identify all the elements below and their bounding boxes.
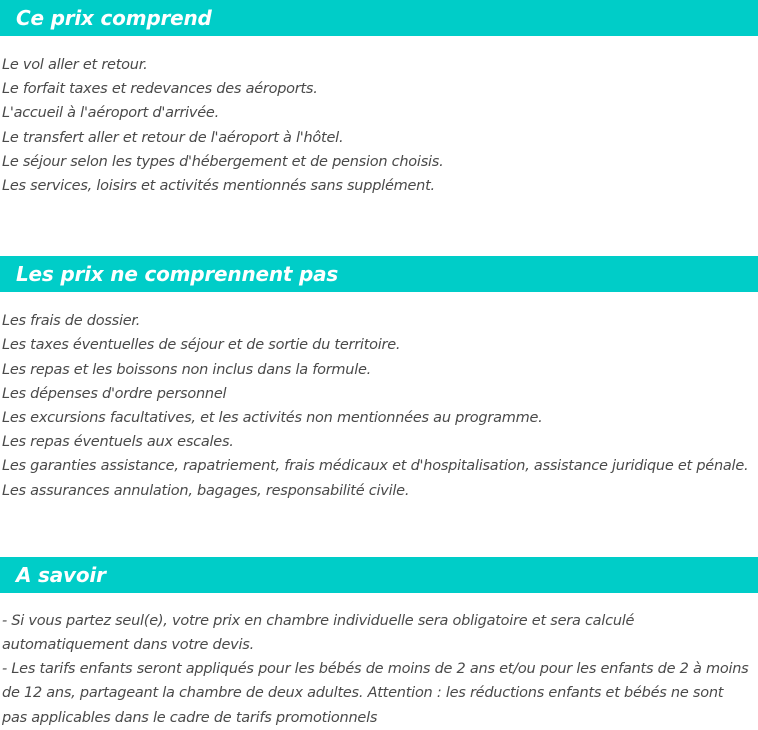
section-body-price-excludes	[0, 309, 758, 503]
list-item: Les taxes éventuelles de séjour et de sortie du territoire.	[2, 337, 401, 354]
list-item: Les assurances annulation, bagages, responsabilité civile.	[2, 482, 410, 499]
list-item: Les dépenses d'ordre personnel	[2, 385, 227, 402]
list-item: Les excursions facultatives, et les activités non mentionnées au programme.	[2, 410, 543, 427]
section-body-good-to-know	[0, 609, 758, 730]
section-heading-good-to-know: A savoir	[0, 557, 758, 593]
spacer	[0, 36, 758, 53]
section-heading-price-excludes: Les prix ne comprennent pas	[0, 256, 758, 292]
spacer	[0, 503, 758, 557]
spacer	[0, 292, 758, 309]
list-item: Les frais de dossier.	[2, 313, 141, 330]
spacer	[0, 593, 758, 609]
section-body-price-includes	[0, 53, 758, 198]
note-paragraph: - Les tarifs enfants seront appliqués pour les bébés de moins de 2 ans et/ou pour les enfants de 2 à moins de 12 ans, partageant la chambre de deux adultes. Attention : les réductions enfants et bébés ne sont pas applicables dans le cadre de tarifs promotionnels	[2, 661, 749, 726]
section-good-to-know	[0, 557, 758, 730]
list-item: L'accueil à l'aéroport d'arrivée.	[2, 105, 219, 122]
list-item: Le séjour selon les types d'hébergement et de pension choisis.	[2, 153, 444, 170]
list-item: Les services, loisirs et activités mentionnés sans supplément.	[2, 178, 435, 195]
section-heading-price-includes: Ce prix comprend	[0, 0, 758, 36]
section-price-excludes	[0, 256, 758, 503]
list-item: Le transfert aller et retour de l'aéroport à l'hôtel.	[2, 129, 344, 146]
list-item: Les repas et les boissons non inclus dans la formule.	[2, 361, 372, 378]
list-item: Le forfait taxes et redevances des aéroports.	[2, 81, 318, 98]
list-item: Les garanties assistance, rapatriement, frais médicaux et d'hospitalisation, assistance juridique et pénale.	[2, 458, 749, 475]
list-item: Le vol aller et retour.	[2, 57, 148, 73]
section-price-includes	[0, 0, 758, 198]
spacer	[0, 198, 758, 256]
note-paragraph: - Si vous partez seul(e), votre prix en chambre individuelle sera obligatoire et sera calculé automatiquement dans votre devis.	[2, 612, 635, 654]
list-item: Les repas éventuels aux escales.	[2, 434, 234, 451]
